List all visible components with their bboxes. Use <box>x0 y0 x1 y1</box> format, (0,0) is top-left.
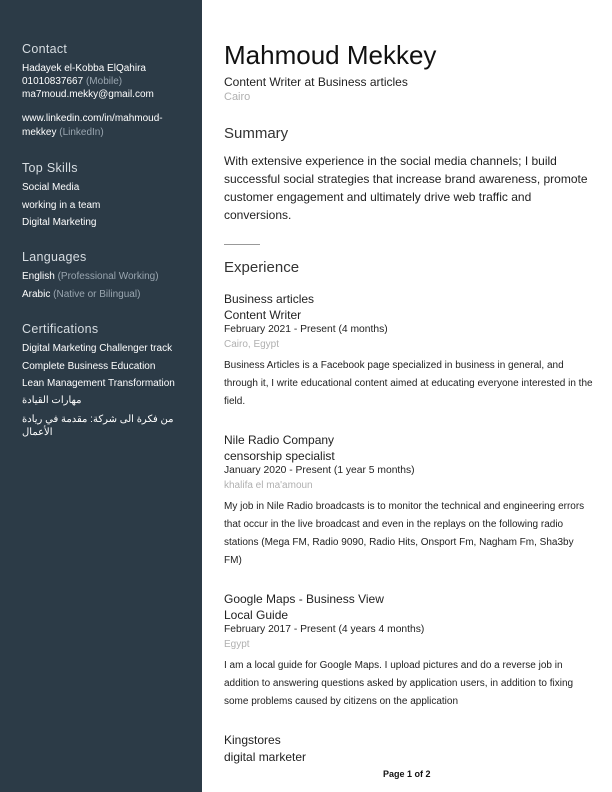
languages-heading: Languages <box>22 250 87 264</box>
summary-text: With extensive experience in the social media channels; I build successful social strategies that increase brand awareness, promote customer engagement and ultimately drive web traffic and conversions. <box>224 154 588 222</box>
job-dates: January 2020 - Present (1 year 5 months) <box>224 465 415 476</box>
email-link[interactable]: ma7moud.mekky@gmail.com <box>22 89 154 100</box>
linkedin-handle[interactable]: mekkey <box>22 127 57 138</box>
skill-item: Social Media <box>22 182 80 193</box>
language-level: (Professional Working) <box>57 271 159 282</box>
contact-heading: Contact <box>22 42 68 56</box>
language-item <box>22 289 140 300</box>
headline: Content Writer at Business articles <box>224 75 408 89</box>
language-name: English <box>22 271 55 282</box>
job-dates: February 2017 - Present (4 years 4 months) <box>224 624 425 635</box>
experience-heading: Experience <box>224 259 300 276</box>
job-company: Nile Radio Company <box>224 433 335 447</box>
language-name: Arabic <box>22 289 51 300</box>
profile-name: Mahmoud Mekkey <box>224 40 437 70</box>
linkedin-link-cont[interactable] <box>22 127 104 138</box>
summary-heading: Summary <box>224 125 289 142</box>
job-location: Egypt <box>224 639 250 650</box>
linkedin-link[interactable]: www.linkedin.com/in/mahmoud- <box>22 113 163 124</box>
job-company: Kingstores <box>224 733 281 747</box>
language-level: (Native or Bilingual) <box>53 289 141 300</box>
certification-item: Lean Management Transformation <box>22 378 175 389</box>
linkedin-label: (LinkedIn) <box>59 127 104 138</box>
job-description: My job in Nile Radio broadcasts is to monitor the technical and engineering errors that occur in the live broadcast and even in the replays on the following radio stations (Mega FM, Radio 9090, Radio Hits, Onsport Fm, Nagham Fm, Sha3by FM) <box>224 501 585 566</box>
phone-number: 01010837667 <box>22 76 84 87</box>
profile-location: Cairo <box>224 91 251 103</box>
job-company: Business articles <box>224 292 315 306</box>
job-description: Business Articles is a Facebook page specialized in business in general, and through it, I write educational content aimed at educating everyone interested in the field. <box>224 360 593 407</box>
sidebar <box>0 0 202 792</box>
divider <box>224 244 260 245</box>
job-location: khalifa el ma'amoun <box>224 480 313 491</box>
address: Hadayek el-Kobba ElQahira <box>22 63 146 74</box>
language-item <box>22 271 159 282</box>
page-number: Page 1 of 2 <box>383 769 431 779</box>
job-title: Content Writer <box>224 308 302 322</box>
certification-item: Complete Business Education <box>22 361 156 372</box>
phone <box>22 76 122 87</box>
skill-item: Digital Marketing <box>22 217 97 228</box>
job-dates: February 2021 - Present (4 months) <box>224 324 388 335</box>
skills-heading: Top Skills <box>22 161 78 175</box>
job-title: Local Guide <box>224 608 289 622</box>
certification-item: Digital Marketing Challenger track <box>22 343 173 354</box>
job-location: Cairo, Egypt <box>224 339 280 350</box>
certification-item: من فكرة الى شركة: مقدمة في ريادة الأعمال <box>22 414 174 438</box>
phone-label: (Mobile) <box>85 76 123 87</box>
job-description: I am a local guide for Google Maps. I upload pictures and do a reverse job in addition to answering questions asked by application users, in addition to fixing some problems caused by citizens on the application <box>224 660 574 707</box>
job-title: censorship specialist <box>224 449 335 463</box>
certifications-heading: Certifications <box>22 322 99 336</box>
job-company: Google Maps - Business View <box>224 592 384 606</box>
certification-item: مهارات القيادة <box>22 395 82 406</box>
job-title: digital marketer <box>224 750 307 764</box>
skill-item: working in a team <box>22 200 101 211</box>
